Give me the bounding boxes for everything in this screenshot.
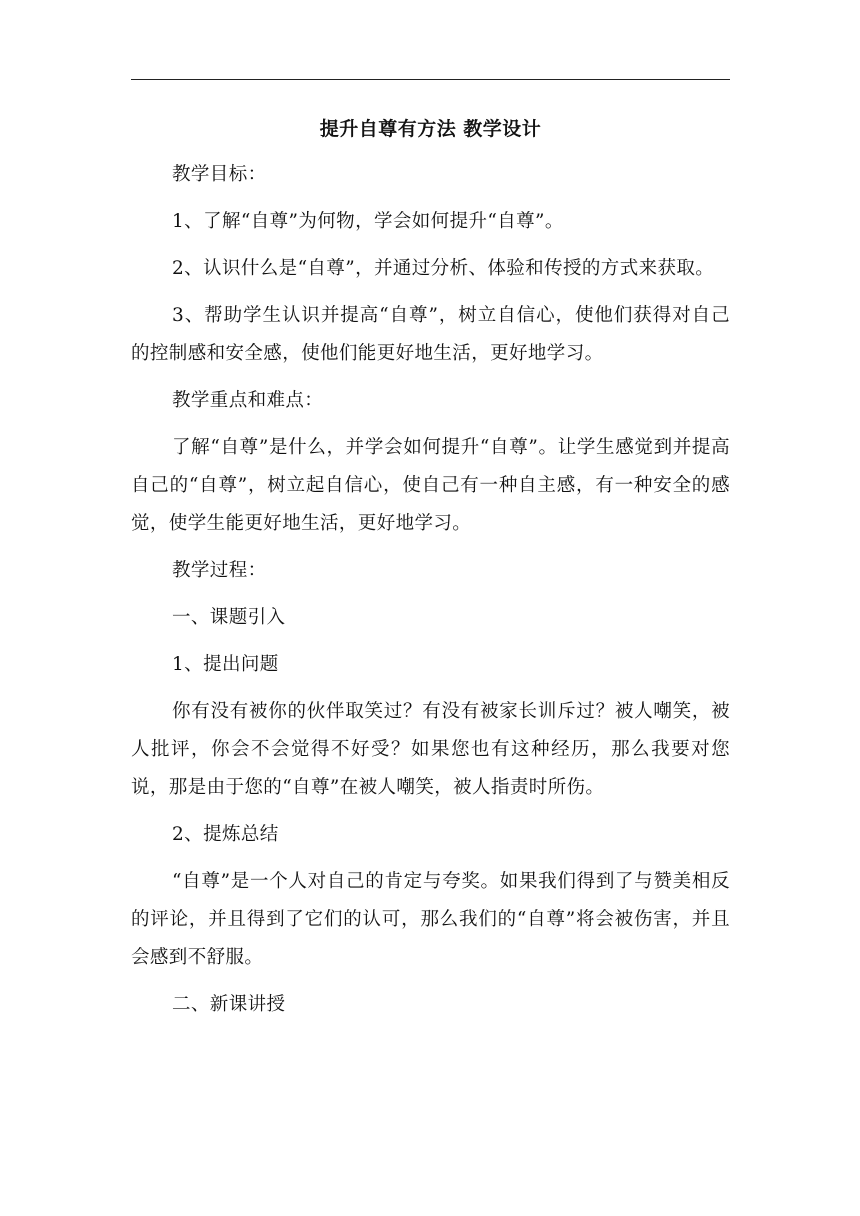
paragraph-teaching-goals-heading: 教学目标： [172,164,267,185]
paragraph-step-1-heading: 1、提出问题 [172,654,279,675]
paragraph-summary-text: “自尊”是一个人对自己的肯定与夸奖。如果我们得到了与赞美相反的评论，并且得到了它们的认可，那么我们的“自尊”将会被伤害，并且会感到不舒服。 [131,871,730,968]
header-rule [131,79,730,80]
paragraph-goal-3: 3、帮助学生认识并提高“自尊”，树立自信心，使他们获得对自己的控制感和安全感，使他们能更好地生活，更好地学习。 [131,305,730,364]
document-title: 提升自尊有方法 教学设计 [319,118,542,140]
document-body [131,156,730,1033]
paragraph-process-heading: 教学过程： [172,560,267,581]
paragraph-step-2-heading: 2、提炼总结 [172,824,279,845]
paragraph-section-1-heading: 一、课题引入 [172,607,286,628]
paragraph-question-text: 你有没有被你的伙伴取笑过？有没有被家长训斥过？被人嘲笑，被人批评，你会不会觉得不好受？如果您也有这种经历，那么我要对您说，那是由于您的“自尊”在被人嘲笑，被人指责时所伤。 [131,701,730,798]
paragraph-goal-2: 2、认识什么是“自尊”，并通过分析、体验和传授的方式来获取。 [172,258,715,279]
paragraph-key-points: 了解“自尊”是什么，并学会如何提升“自尊”。让学生感觉到并提高自己的“自尊”，树立起自信心，使自己有一种自主感，有一种安全的感觉，使学生能更好地生活，更好地学习。 [131,437,730,534]
paragraph-key-points-heading: 教学重点和难点： [172,390,324,411]
paragraph-goal-1: 1、了解“自尊”为何物，学会如何提升“自尊”。 [172,211,564,232]
paragraph-section-2-heading: 二、新课讲授 [172,994,286,1015]
